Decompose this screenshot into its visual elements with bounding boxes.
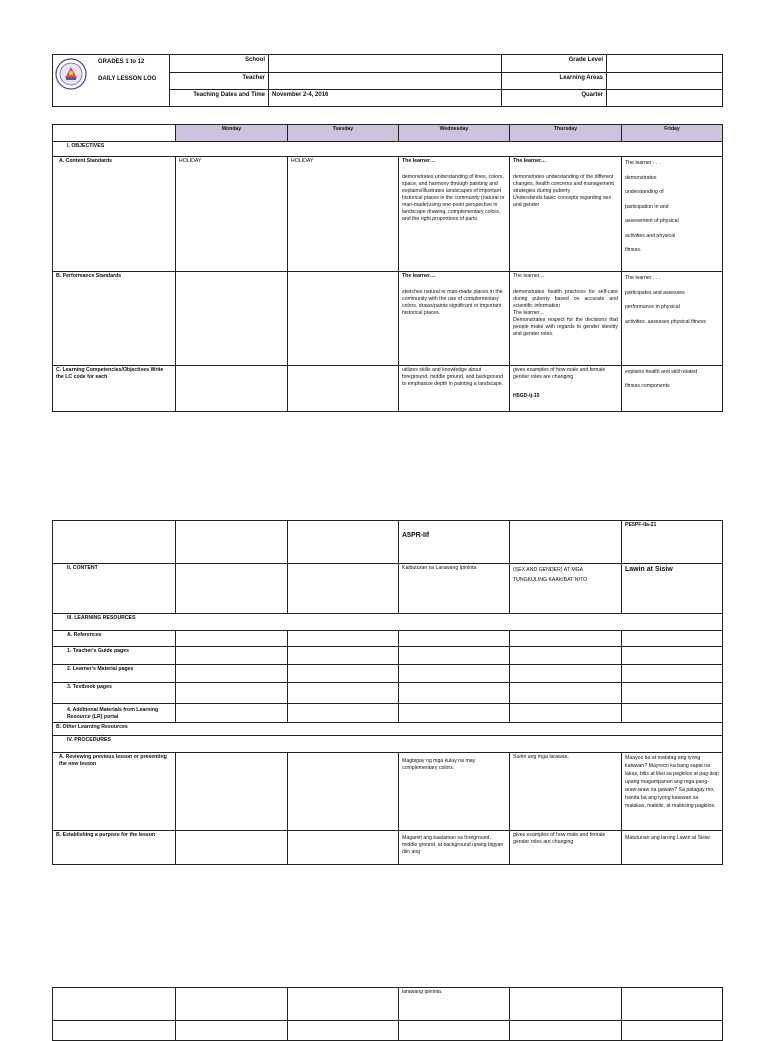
blank-cell [288, 521, 399, 564]
school-field[interactable] [269, 55, 502, 73]
reviewing-label: A. Reviewing previous lesson or presenting the new lesson [53, 753, 176, 831]
blank-cell [53, 988, 176, 1021]
continuation-table [52, 987, 723, 1041]
day-header-monday: Monday [176, 125, 288, 142]
learner-heading: The learner… [402, 158, 436, 164]
objectives-table [52, 124, 723, 412]
teachers-guide-label: 1. Teacher's Guide pages [53, 647, 176, 665]
day-header-friday: Friday [622, 125, 723, 142]
establishing-friday: Matutunan ang larong Lawin at Sisiw [622, 831, 723, 865]
competencies-label: C. Learning Competencies/Objectives Write the LC code for each [53, 366, 176, 412]
fri-line: demonstrates [625, 174, 657, 181]
empty-cell [288, 683, 399, 704]
teaching-dates-label: Teaching Dates and Time [170, 90, 269, 107]
fri-line: explains health and skill related [625, 369, 698, 375]
other-resources-label: B. Other Learning Resources [53, 723, 723, 736]
content-standards-wednesday [399, 157, 510, 272]
empty-cell [622, 665, 723, 683]
establishing-label: B. Establishing a purpose for the lesson [53, 831, 176, 865]
fri-line: fitness components [625, 383, 670, 389]
content-standards-thursday-text: demonstrates understanding of the different changes, health concerns and management strategies during puberty [513, 174, 614, 194]
fri-line: assessment of physical [625, 218, 679, 224]
learner-heading: The learner… [513, 310, 545, 316]
learner-heading: The learner… [513, 273, 545, 279]
performance-standards-friday [622, 272, 723, 366]
quarter-label: Quarter [502, 90, 607, 107]
empty-cell [622, 647, 723, 665]
content-standards-tuesday: HOLIDAY [288, 157, 399, 272]
content-label: II. CONTENT [53, 564, 176, 614]
school-label: School [170, 55, 269, 73]
grades-label: GRADES 1 to 12 [98, 59, 145, 65]
empty-cell [622, 683, 723, 704]
empty-cell [510, 665, 622, 683]
competencies-monday [176, 366, 288, 412]
performance-standards-thursday [510, 272, 622, 366]
empty-cell [510, 631, 622, 647]
textbook-label: 3. Textbook pages [53, 683, 176, 704]
learners-material-label: 2. Learner's Material pages [53, 665, 176, 683]
content-monday [176, 564, 288, 614]
lc-code-wednesday: A5PR-IIf [399, 521, 510, 564]
content-thursday: (SEX AND GENDER) AT MGA TUNGKULING KAAKIBAT NITO [510, 564, 622, 614]
content-standards-friday [622, 157, 723, 272]
day-header-wednesday: Wednesday [399, 125, 510, 142]
reviewing-thursday: Suriin ang mga larawan. [510, 753, 622, 831]
fri-line: The learner . . . [625, 275, 661, 281]
grade-level-field[interactable] [607, 55, 723, 73]
establishing-tuesday [288, 831, 399, 865]
content-standards-label: A. Content Standards [53, 157, 176, 272]
fri-line: understanding of [625, 189, 664, 195]
fri-line: participation in and [625, 203, 669, 210]
blank-cell [176, 988, 288, 1021]
blank-cell [622, 988, 723, 1021]
daily-lesson-log-title: DAILY LESSON LOG [98, 76, 157, 82]
reviewing-wednesday: Magbigay ng mga kulay na may complementary colors. [399, 753, 510, 831]
empty-cell [510, 647, 622, 665]
fri-line: performance in physical [625, 304, 680, 310]
performance-standards-monday [176, 272, 288, 366]
grade-level-label: Grade Level [502, 55, 607, 73]
quarter-field[interactable] [607, 90, 723, 107]
empty-cell [288, 647, 399, 665]
learner-heading: The learner… [513, 158, 547, 164]
performance-standards-wednesday [399, 272, 510, 366]
empty-cell [176, 631, 288, 647]
empty-cell [176, 665, 288, 683]
blank-cell [288, 988, 399, 1021]
empty-cell [288, 704, 399, 723]
teacher-label: Teacher [170, 73, 269, 90]
objectives-section-label: I. OBJECTIVES [53, 142, 723, 157]
empty-cell [399, 647, 510, 665]
reviewing-monday [176, 753, 288, 831]
reviewing-friday: Maayos ba at matatag ang iyong katawan? Mayroon ka bang sapat na lakas, bilis at liksi sa pagkilos at pag-iisip upang magampanan ang mga pang-araw-araw na gawain? Sa palagay mo, handa ba ang iyong katawan sa malakas, mabilis, at maliksing pagkilos. [622, 753, 723, 831]
lc-code-friday: PE5PF-IIa-21 [622, 521, 723, 564]
content-standards-thursday [510, 157, 622, 272]
performance-standards-label: B. Performance Standards [53, 272, 176, 366]
references-label: A. References [53, 631, 176, 647]
fri-line: activities and physical [625, 232, 676, 239]
empty-cell [622, 631, 723, 647]
competencies-thursday [510, 366, 622, 412]
competencies-tuesday [288, 366, 399, 412]
teacher-field[interactable] [269, 73, 502, 90]
empty-cell [288, 665, 399, 683]
content-procedures-table [52, 520, 723, 865]
learning-areas-field[interactable] [607, 73, 723, 90]
empty-cell [622, 704, 723, 723]
competencies-friday [622, 366, 723, 412]
empty-cell [176, 704, 288, 723]
teaching-dates-field[interactable]: November 2-4, 2016 [269, 90, 502, 107]
blank-cell [510, 521, 622, 564]
additional-materials-label: 4. Additional Materials from Learning Resource (LR) portal [53, 704, 176, 723]
establishing-thursday: gives examples of how male and female gender roles are changing [510, 831, 622, 865]
continuation-wednesday: larawang ipininta. [399, 988, 510, 1021]
blank-cell [53, 521, 176, 564]
competencies-thursday-text: gives examples of how male and female gender roles are changing [513, 367, 606, 380]
empty-cell [176, 647, 288, 665]
empty-cell [399, 631, 510, 647]
content-standards-thursday-text-2: Understands basic concepts regarding sex and gender [513, 195, 612, 208]
fri-line: participates and assesses [625, 289, 685, 296]
empty-cell [288, 631, 399, 647]
performance-standards-thursday-text: demonstrates health practices for self-care during puberty based on accurate and scientific information [513, 289, 618, 309]
fri-line: activities .assesses physical fitness [625, 318, 707, 325]
competencies-wednesday: utilizes skills and knowledge about foreground, middle ground, and background to emphasize depth in painting a landscape. [399, 366, 510, 412]
fri-line: The learner . . . [625, 160, 661, 166]
day-header-thursday: Thursday [510, 125, 622, 142]
learning-resources-label: III. LEARNING RESOURCES [53, 614, 723, 631]
content-wednesday: Kaibuturan sa Larawang Ipininta [399, 564, 510, 614]
performance-standards-wednesday-text: sketches natural or man-made places in the community with the use of complementary colors. draws/paints significant or important historical places. [402, 289, 503, 316]
empty-cell [399, 704, 510, 723]
blank-cell [510, 988, 622, 1021]
learning-areas-label: Learning Areas [502, 73, 607, 90]
empty-cell [176, 683, 288, 704]
performance-standards-thursday-text-2: Demonstrates respect for the decisions that people make with regards to gender identity and gender roles. [513, 317, 618, 337]
content-standards-wednesday-text: demonstrates understanding of lines, colors, space, and harmony through painting and explains/illustrates landscapes of important historical places in the community (natural or man-made)using one-point perspective in landscape drawing, complementary colors, and the right proportions of parts. [402, 174, 505, 222]
lc-code: H5GD-Ij-15 [513, 393, 540, 399]
content-tuesday [288, 564, 399, 614]
blank-cell [176, 521, 288, 564]
learner-heading: The learner… [402, 273, 436, 279]
content-standards-monday: HOLIDAY [176, 157, 288, 272]
header-table [52, 54, 723, 107]
empty-cell [510, 704, 622, 723]
procedures-label: IV. PROCEDURES [53, 736, 723, 753]
empty-cell [510, 683, 622, 704]
content-friday: Lawin at Sisiw [622, 564, 723, 614]
day-header-tuesday: Tuesday [288, 125, 399, 142]
fri-line: fitness. [625, 247, 642, 253]
performance-standards-tuesday [288, 272, 399, 366]
empty-cell [399, 665, 510, 683]
establishing-monday [176, 831, 288, 865]
blank-header-cell [53, 125, 176, 142]
reviewing-tuesday [288, 753, 399, 831]
establishing-wednesday: Magamit ang kaalaman sa foreground, middle ground, at background upang bigyan diin ang [399, 831, 510, 865]
empty-cell [399, 683, 510, 704]
